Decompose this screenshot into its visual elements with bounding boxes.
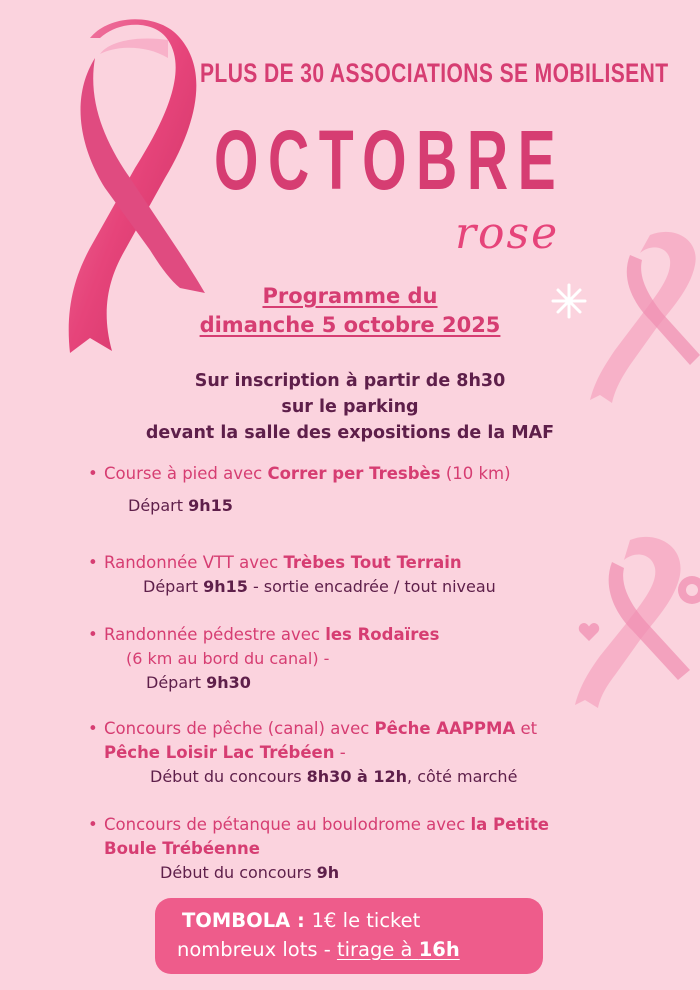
activity-org: Boule Trébéenne [104,839,260,858]
activity-text: Concours de pétanque au boulodrome avec [104,815,471,834]
activity-org: Pêche AAPPMA [374,719,516,738]
list-item [88,813,678,885]
list-item [88,551,678,599]
activity-org: la Petite [470,815,549,834]
activity-text: Course à pied avec [104,464,268,483]
inscription-line: sur le parking [281,397,419,417]
inscription-line: Sur inscription à partir de 8h30 [194,371,506,391]
activity-org: Pêche Loisir Lac Trébéen [104,743,335,762]
tombola-banner [155,898,543,974]
activity-text: Randonnée VTT avec [104,553,284,572]
bullet-icon: • [88,625,98,644]
activity-start: Départ 9h15 - sortie encadrée / tout niveau [143,577,496,596]
page-subtitle: rose [455,208,560,259]
page-title: OCTOBRE [214,113,566,207]
programme-heading [0,282,700,340]
activity-text: et [515,719,538,738]
activity-detail: (6 km au bord du canal) - [126,649,330,668]
programme-line: Programme du [262,284,438,308]
inscription-info [0,368,700,446]
headline: PLUS DE 30 ASSOCIATIONS SE MOBILISENT [200,58,669,88]
tombola-line: nombreux lots - tirage à 16h [177,938,460,961]
activity-text: Randonnée pédestre avec [104,625,326,644]
activity-start: Départ 9h30 [146,673,251,692]
activity-org: les Rodaïres [325,625,440,644]
activity-start: Départ 9h15 [128,496,233,515]
activity-org: Trèbes Tout Terrain [283,553,462,572]
activity-start: Début du concours 8h30 à 12h, côté marché [150,767,518,786]
list-item [88,717,678,789]
bullet-icon: • [88,553,98,572]
programme-date: dimanche 5 octobre 2025 [199,313,501,337]
activity-text: Concours de pêche (canal) avec [104,719,375,738]
bullet-icon: • [88,719,98,738]
inscription-line: devant la salle des expositions de la MAF [145,423,555,443]
activity-org: Correr per Tresbès [267,464,441,483]
bullet-icon: • [88,464,98,483]
activity-text: (10 km) [440,464,511,483]
activity-text: - [334,743,346,762]
list-item [88,623,678,695]
tombola-line: TOMBOLA : 1€ le ticket [182,909,421,932]
bullet-icon: • [88,815,98,834]
activity-start: Début du concours 9h [160,863,340,882]
list-item [88,462,678,518]
